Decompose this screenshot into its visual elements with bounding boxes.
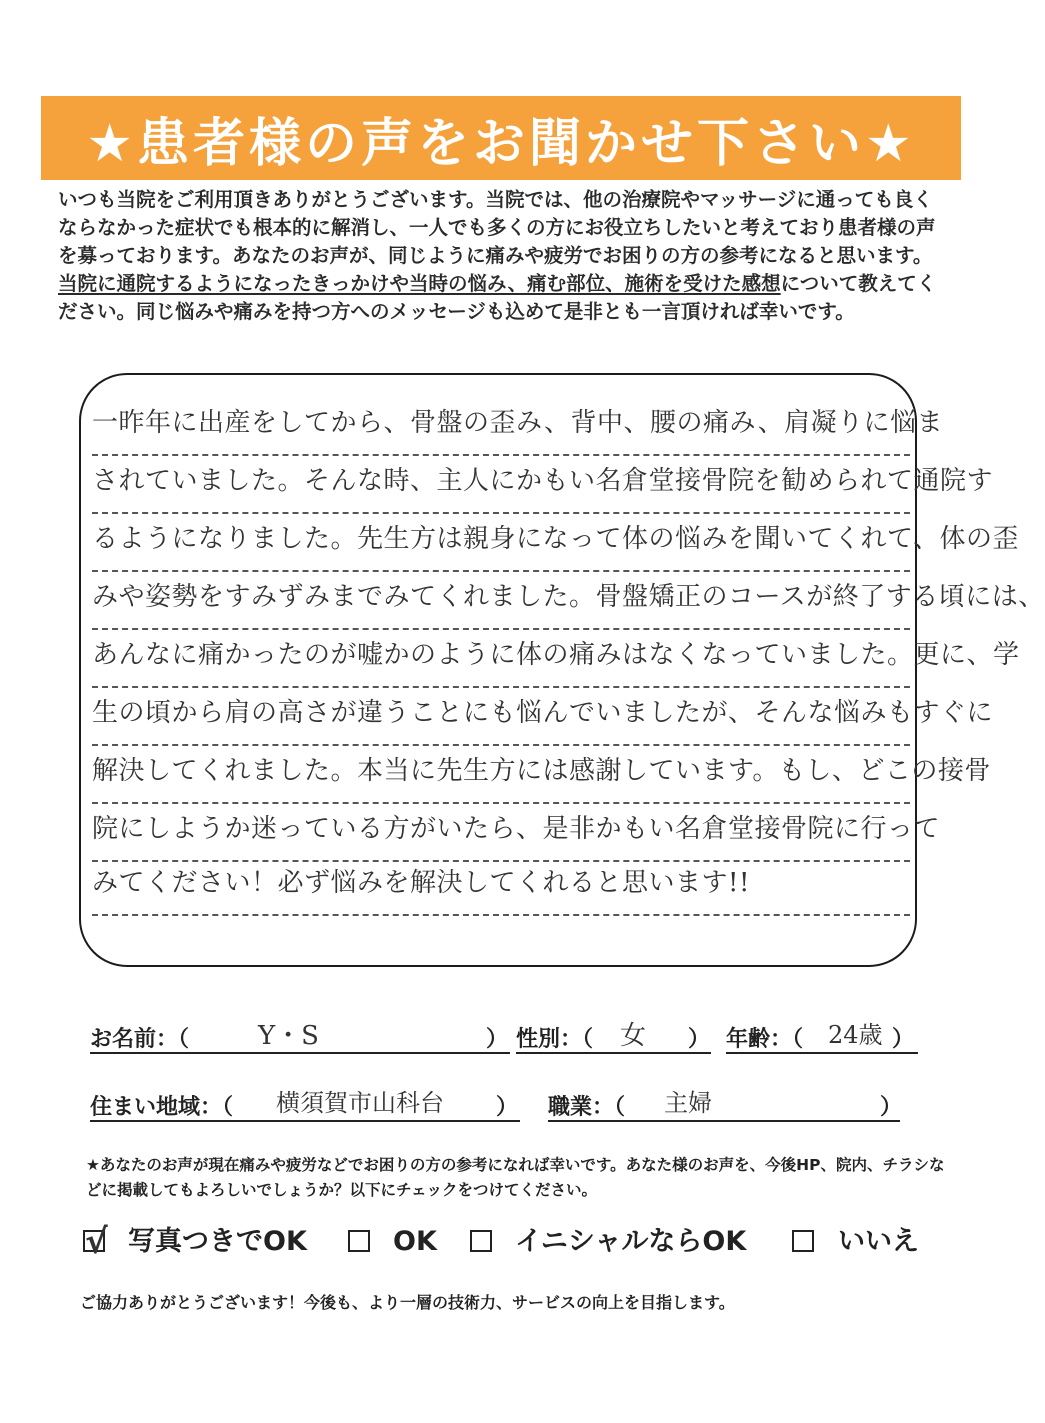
intro-text-2: について教えてください。同じ悩みや痛みを持つ方へのメッセージも込めて是非とも一言頂ければ幸いです。 [58,272,937,323]
job-value: 主婦 [664,1089,712,1117]
gender-close: ） [688,1027,711,1052]
gender-value: 女 [620,1021,647,1051]
message-line: されていました。そんな時、主人にかもい名倉堂接骨院を勧められて通院す [92,456,910,514]
message-line: 解決してくれました。本当に先生方には感謝しています。もし、どこの接骨 [92,746,910,804]
page-title: ★患者様の声をお聞かせ下さい★ [86,113,916,174]
area-label: 住まい地域：（ [90,1095,234,1120]
age-label: 年齢：（ [726,1027,804,1052]
option-photo-ok-label: 写真つきでOK [128,1226,307,1257]
consent-text: ★あなたのお声が現在痛みや疲労などでお困りの方の参考になれば幸いです。あなた様のお声を、今後HP、院内、チラシなどに掲載してもよろしいでしょうか？以下にチェックをつけてください。 [86,1156,945,1199]
name-underline [90,1052,510,1054]
area-close: ） [496,1095,519,1120]
option-no-label: いいえ [838,1226,919,1257]
message-line: るようになりました。先生方は親身になって体の悩みを聞いてくれて、体の歪 [92,514,910,572]
message-line: 生の頃から肩の高さが違うことにも悩んでいましたが、そんな悩みもすぐに [92,688,910,746]
job-close: ） [880,1095,903,1120]
checkbox-no[interactable] [792,1230,814,1252]
message-line: みや姿勢をすみずみまでみてくれました。骨盤矯正のコースが終了する頃には、 [92,572,910,630]
message-line: 一昨年に出産をしてから、骨盤の歪み、背中、腰の痛み、肩凝りに悩ま [92,398,910,456]
message-line: みてください！必ず悩みを解決してくれると思います!! [92,858,910,916]
gender-label: 性別：（ [516,1027,594,1052]
intro-paragraph [58,186,948,326]
name-label: お名前：（ [90,1027,190,1052]
message-line: 院にしようか迷っている方がいたら、是非かもい名倉堂接骨院に行って [92,804,910,862]
option-initial-ok-label: イニシャルならOK [515,1226,747,1257]
intro-emphasis: 当院に通院するようになったきっかけや当時の悩み、痛む部位、施術を受けた感想 [58,272,781,295]
name-close: ） [486,1027,509,1052]
thanks-text: ご協力ありがとうございます！今後も、より一層の技術力、サービスの向上を目指します。 [80,1293,735,1312]
age-close: ） [892,1027,915,1052]
option-ok-label: OK [393,1226,437,1257]
area-value: 横須賀市山科台 [276,1089,444,1117]
checkbox-photo-ok[interactable] [83,1222,108,1262]
job-label: 職業：（ [548,1095,626,1120]
check-mark-icon: √ [85,1222,108,1262]
area-underline [90,1120,520,1122]
name-value: Y・S [258,1021,319,1051]
age-underline [726,1052,918,1054]
intro-text-1: いつも当院をご利用頂きありがとうございます。当院では、他の治療院やマッサージに通っても良くならなかった症状でも根本的に解消し、一人でも多くの方にお役立ちしたいと考えており患者様の声を募っております。あなたのお声が、同じように痛みや疲労でお困りの方の参考になると思います。 [58,188,936,267]
consent-options [80,1222,960,1262]
checkbox-initial-ok[interactable] [470,1230,492,1252]
header-banner [41,96,961,180]
job-underline [548,1120,900,1122]
age-value: 24歳 [828,1021,883,1049]
gender-underline [516,1052,711,1054]
checkbox-ok[interactable] [348,1230,370,1252]
message-line: あんなに痛かったのが嘘かのように体の痛みはなくなっていました。更に、学 [92,630,910,688]
